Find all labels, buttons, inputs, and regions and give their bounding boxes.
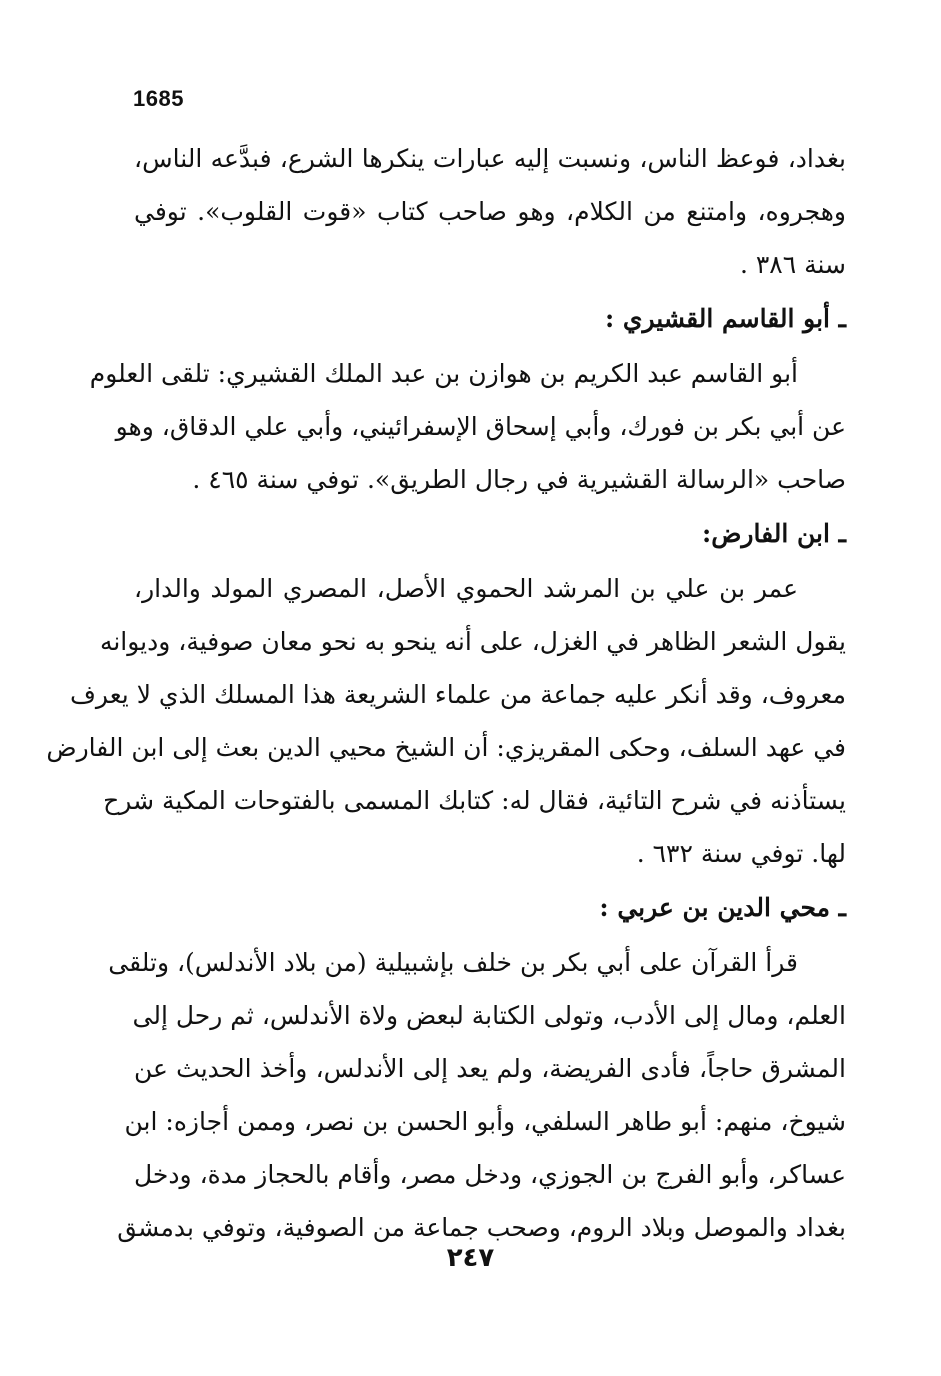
text-line: عن أبي بكر بن فورك، وأبي إسحاق الإسفرائيني، وأبي علي الدقاق، وهو <box>115 412 846 441</box>
text-line: عمر بن علي بن المرشد الحموي الأصل، المصري المولد والدار، <box>134 574 798 603</box>
text-line: أبو القاسم عبد الكريم بن هوازن بن عبد الملك القشيري: تلقى العلوم <box>89 359 798 388</box>
text-line: لها. توفي سنة ٦٣٢ . <box>636 839 846 868</box>
text-line: وهجروه، وامتنع من الكلام، وهو صاحب كتاب «قوت القلوب». توفي <box>134 197 846 226</box>
text-line: بغداد والموصل وبلاد الروم، وصحب جماعة من الصوفية، وتوفي بدمشق <box>117 1213 846 1242</box>
text-line: سنة ٣٨٦ . <box>739 250 846 279</box>
text-line: عساكر، وأبو الفرج بن الجوزي، ودخل مصر، وأقام بالحجاز مدة، ودخل <box>134 1160 846 1189</box>
corner-page-number: 1685 <box>133 86 184 111</box>
page-body <box>46 132 846 1254</box>
section-heading-qushayri: ـ أبو القاسم القشيري : <box>604 304 846 333</box>
page-number: ٢٤٧ <box>446 1243 495 1273</box>
text-line: المشرق حاجاً، فأدى الفريضة، ولم يعد إلى الأندلس، وأخذ الحديث عن <box>134 1054 846 1083</box>
text-line: بغداد، فوعظ الناس، ونسبت إليه عبارات ينكرها الشرع، فبدَّعه الناس، <box>134 144 846 173</box>
text-line: في عهد السلف، وحكى المقريزي: أن الشيخ محيي الدين بعث إلى ابن الفارض <box>46 733 846 762</box>
text-line: صاحب «الرسالة القشيرية في رجال الطريق». توفي سنة ٤٦٥ . <box>192 465 846 494</box>
text-line: معروف، وقد أنكر عليه جماعة من علماء الشريعة هذا المسلك الذي لا يعرف <box>70 680 846 709</box>
text-line: شيوخ، منهم: أبو طاهر السلفي، وأبو الحسن بن نصر، وممن أجازه: ابن <box>124 1107 846 1136</box>
text-line: يقول الشعر الظاهر في الغزل، على أنه ينحو به نحو معان صوفية، وديوانه <box>99 627 846 656</box>
section-heading-ibn-arabi: ـ محي الدين بن عربي : <box>599 893 846 922</box>
section-heading-ibn-al-farid: ـ ابن الفارض: <box>701 519 846 548</box>
text-line: يستأذنه في شرح التائية، فقال له: كتابك المسمى بالفتوحات المكية شرح <box>103 786 846 815</box>
text-line: العلم، ومال إلى الأدب، وتولى الكتابة لبعض ولاة الأندلس، ثم رحل إلى <box>132 1001 846 1030</box>
text-line: قرأ القرآن على أبي بكر بن خلف بإشبيلية (من بلاد الأندلس)، وتلقى <box>108 948 798 977</box>
